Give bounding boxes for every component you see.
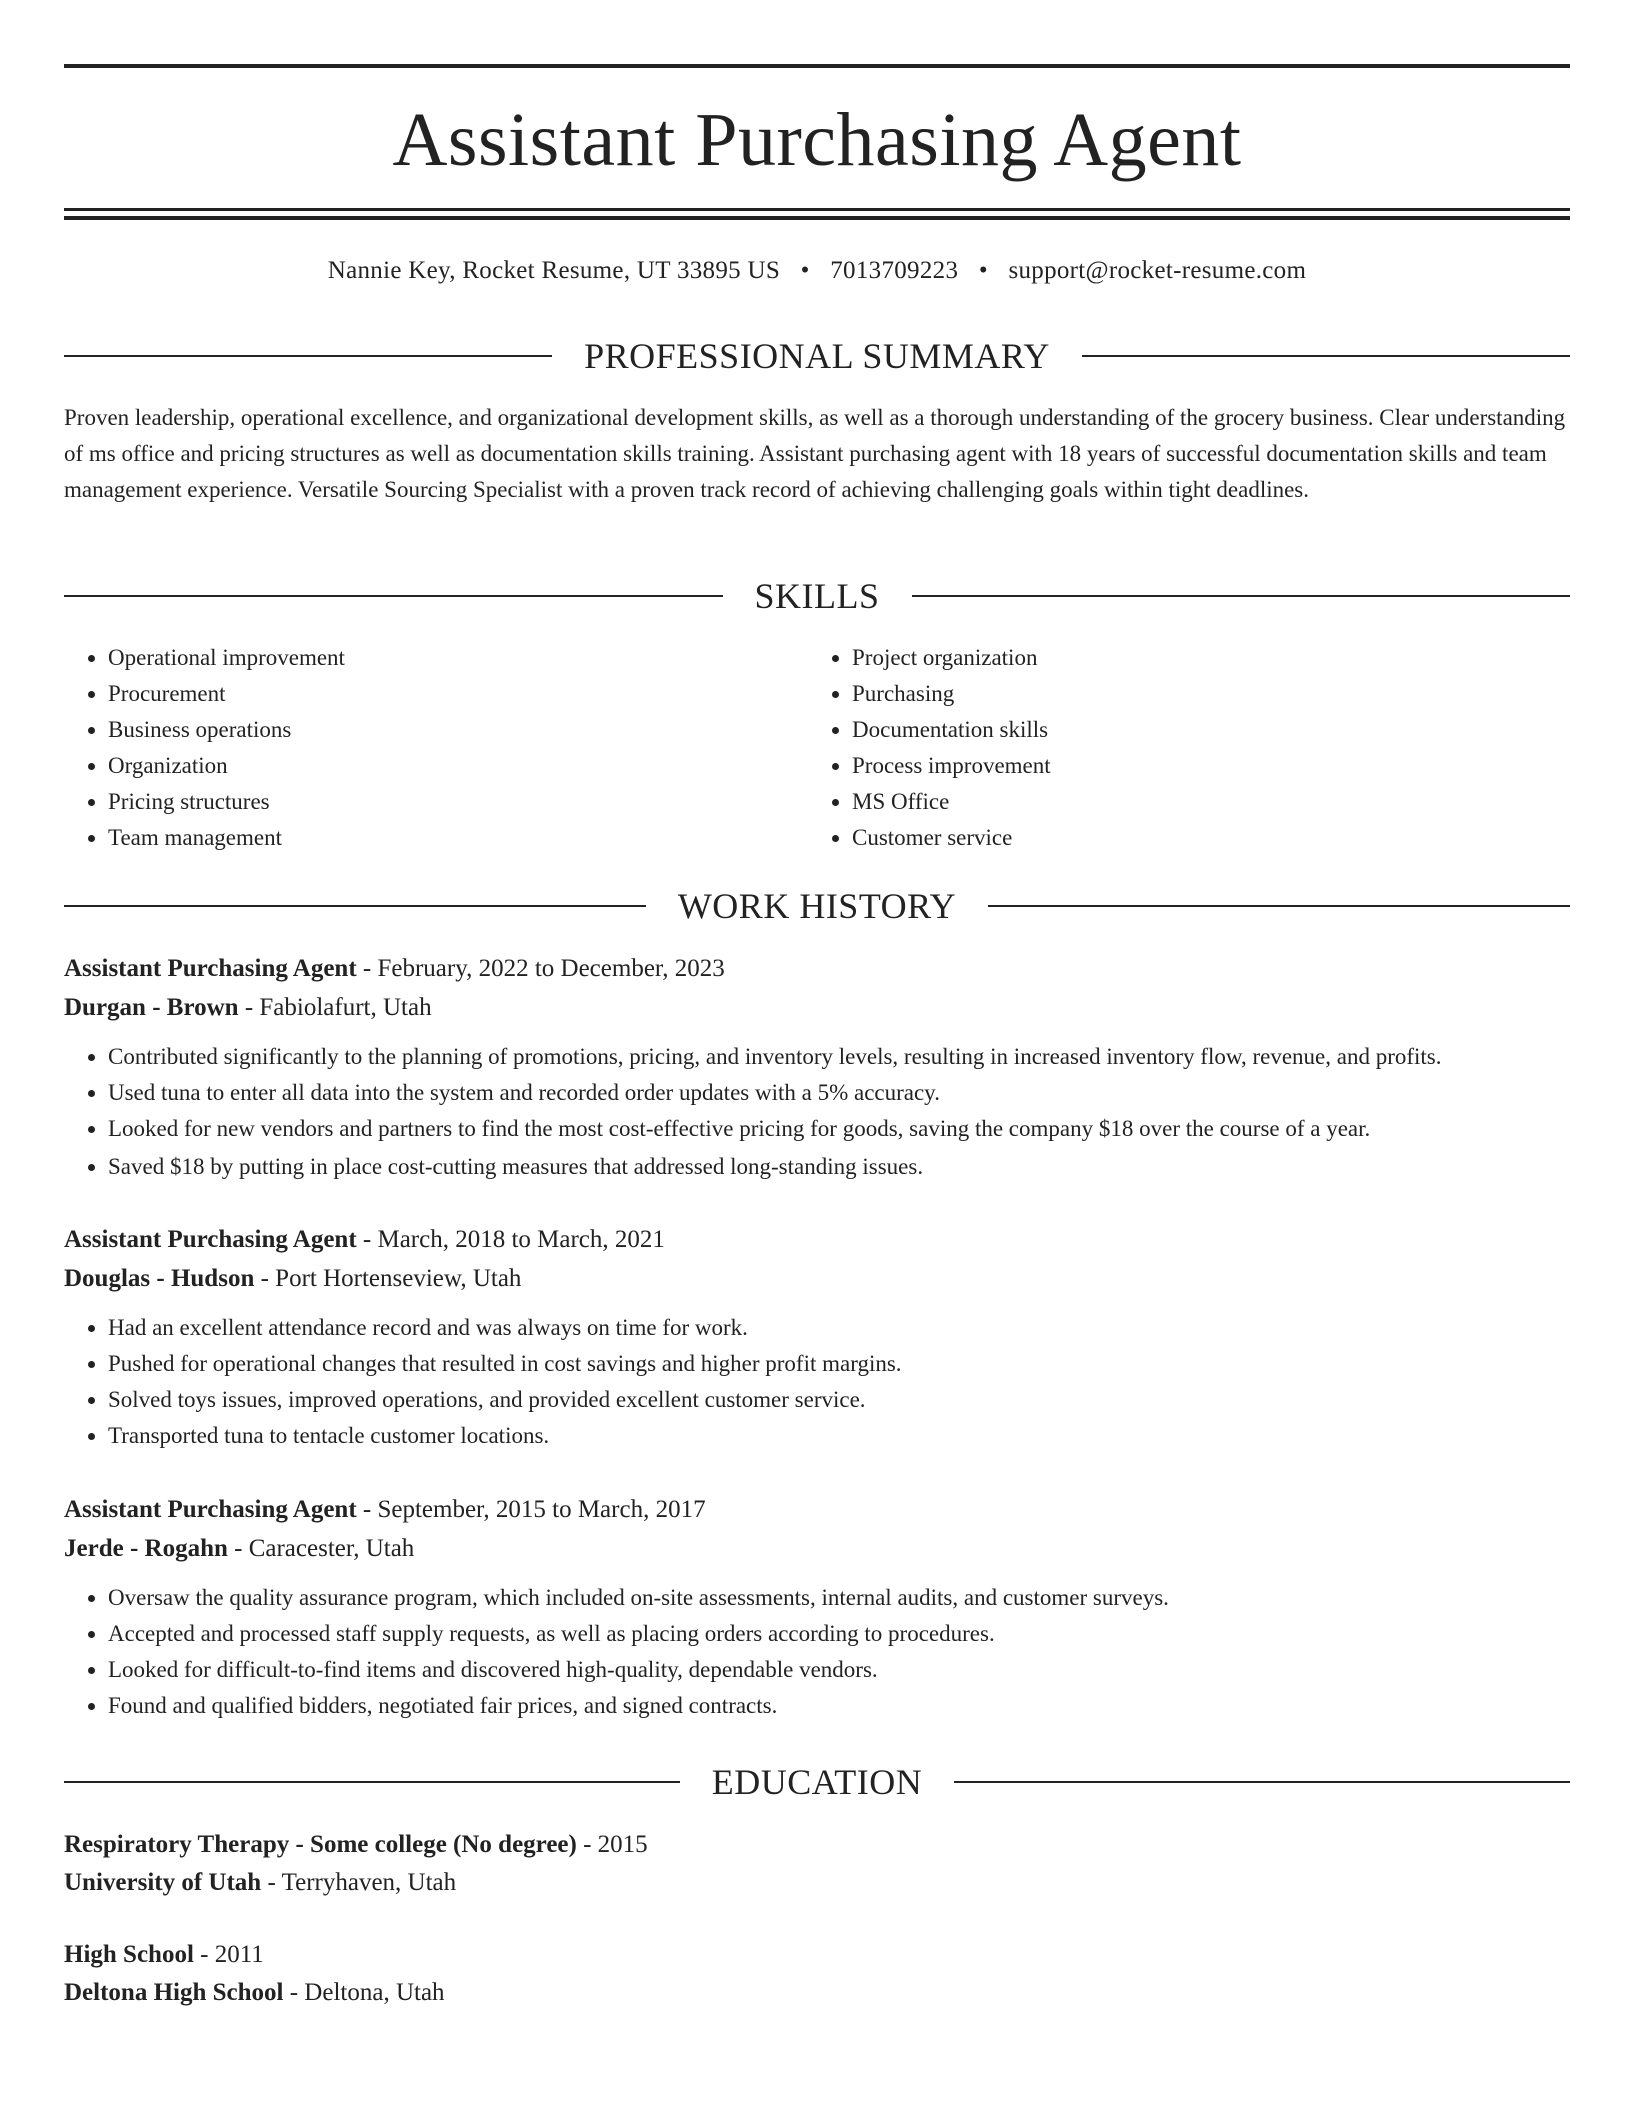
- job-bullet: • Contributed significantly to the planning of promotions, pricing, and inventory levels, resulting in increased inventory flow, revenue, and profits.: [108, 1039, 1570, 1075]
- header-bottom-rule-2: [64, 216, 1570, 220]
- education-entry: [64, 1826, 1570, 1902]
- job-bullet: • Looked for new vendors and partners to find the most cost-effective pricing for goods, saving the company $18 over the course of a year.: [108, 1111, 1570, 1147]
- contact-email: support@rocket-resume.com: [1008, 257, 1307, 284]
- job-location: - Caracester, Utah: [227, 1535, 415, 1562]
- section-title: PROFESSIONAL SUMMARY: [584, 336, 1050, 376]
- education-heading: [64, 1762, 1570, 1802]
- job-bullet: • Transported tuna to tentacle customer locations.: [108, 1418, 1570, 1454]
- skill-item: • Business operations: [108, 712, 808, 748]
- job-bullet: • Looked for difficult-to-find items and discovered high-quality, dependable vendors.: [108, 1652, 1570, 1688]
- education-year: - 2015: [576, 1831, 648, 1858]
- education-location: - Terryhaven, Utah: [261, 1869, 457, 1896]
- skills-list: [64, 640, 1570, 856]
- job-entry: [64, 1491, 1570, 1724]
- job-bullet: • Used tuna to enter all data into the system and recorded order updates with a 5% accuracy.: [108, 1075, 1570, 1111]
- education-year: - 2011: [193, 1941, 264, 1968]
- divider: [64, 905, 646, 907]
- contact-address: Nannie Key, Rocket Resume, UT 33895 US: [327, 257, 781, 284]
- education-degree-line: [64, 1826, 1570, 1864]
- skill-item: • Purchasing: [852, 676, 1552, 712]
- job-title: Assistant Purchasing Agent: [64, 1496, 357, 1523]
- job-bullets: [64, 1310, 1570, 1454]
- education-school-line: [64, 1974, 1570, 2012]
- education-degree: High School: [64, 1941, 194, 1968]
- job-dates: - February, 2022 to December, 2023: [356, 955, 725, 982]
- skill-item: • Operational improvement: [108, 640, 808, 676]
- divider: [64, 355, 552, 357]
- summary-heading: [64, 336, 1570, 376]
- job-title-line: [64, 1221, 1570, 1259]
- job-bullet: • Found and qualified bidders, negotiated fair prices, and signed contracts.: [108, 1688, 1570, 1724]
- job-title-line: [64, 1491, 1570, 1529]
- divider: [64, 1781, 680, 1783]
- job-bullet: • Oversaw the quality assurance program, which included on-site assessments, internal audits, and customer surveys.: [108, 1580, 1570, 1616]
- section-title: WORK HISTORY: [677, 886, 957, 926]
- job-company-line: [64, 1260, 1570, 1298]
- skill-item: • Project organization: [852, 640, 1552, 676]
- job-dates: - September, 2015 to March, 2017: [356, 1496, 706, 1523]
- contact-line: [64, 255, 1570, 287]
- skill-item: • Pricing structures: [108, 784, 808, 820]
- education-entry: [64, 1936, 1570, 2012]
- job-dates: - March, 2018 to March, 2021: [356, 1226, 665, 1253]
- job-location: - Port Hortenseview, Utah: [254, 1265, 522, 1292]
- job-entry: [64, 950, 1570, 1185]
- job-company-line: [64, 989, 1570, 1027]
- skill-item: • Team management: [108, 820, 808, 856]
- job-bullet: • Solved toys issues, improved operations, and provided excellent customer service.: [108, 1382, 1570, 1418]
- job-company: Jerde - Rogahn: [64, 1535, 228, 1562]
- work-history-heading: [64, 886, 1570, 926]
- skill-item: • Customer service: [852, 820, 1552, 856]
- job-bullet: • Saved $18 by putting in place cost-cutting measures that addressed long-standing issues.: [108, 1149, 1570, 1185]
- skill-item: • Process improvement: [852, 748, 1552, 784]
- job-bullets: [64, 1039, 1570, 1185]
- education-school: University of Utah: [64, 1869, 262, 1896]
- job-company: Douglas - Hudson: [64, 1265, 255, 1292]
- job-title-line: [64, 950, 1570, 988]
- job-title: Assistant Purchasing Agent: [64, 955, 357, 982]
- skill-item: • MS Office: [852, 784, 1552, 820]
- section-title: SKILLS: [754, 576, 880, 616]
- header-top-rule: [64, 64, 1570, 68]
- contact-separator: •: [978, 257, 988, 284]
- section-title: EDUCATION: [711, 1762, 923, 1802]
- header-bottom-rule-1: [64, 208, 1570, 211]
- skill-item: • Documentation skills: [852, 712, 1552, 748]
- job-entry: [64, 1221, 1570, 1454]
- education-degree: Respiratory Therapy - Some college (No degree): [64, 1831, 577, 1858]
- job-bullet: • Pushed for operational changes that resulted in cost savings and higher profit margins.: [108, 1346, 1570, 1382]
- skills-column-left: [64, 640, 808, 856]
- education-location: - Deltona, Utah: [283, 1979, 445, 2006]
- contact-phone: 7013709223: [830, 257, 959, 284]
- job-bullets: [64, 1580, 1570, 1724]
- job-location: - Fabiolafurt, Utah: [238, 994, 432, 1021]
- divider: [954, 1781, 1570, 1783]
- job-bullet: • Accepted and processed staff supply requests, as well as placing orders according to procedures.: [108, 1616, 1570, 1652]
- education-school-line: [64, 1864, 1570, 1902]
- skill-item: • Procurement: [108, 676, 808, 712]
- divider: [64, 595, 723, 597]
- job-company-line: [64, 1530, 1570, 1568]
- skills-heading: [64, 576, 1570, 616]
- divider: [988, 905, 1570, 907]
- job-bullet: • Had an excellent attendance record and was always on time for work.: [108, 1310, 1570, 1346]
- education-degree-line: [64, 1936, 1570, 1974]
- job-company: Durgan - Brown: [64, 994, 239, 1021]
- summary-text: Proven leadership, operational excellence, and organizational development skills, as well as a thorough understanding of the grocery business. Clear understanding of ms office and pricing structures as well as documentation skills training. Assistant purchasing agent with 18 years of successful documentation skills and team management experience. Versatile Sourcing Specialist with a proven track record of achieving challenging goals within tight deadlines.: [64, 405, 1566, 502]
- divider: [1082, 355, 1570, 357]
- job-title: Assistant Purchasing Agent: [64, 1226, 357, 1253]
- education-school: Deltona High School: [64, 1979, 284, 2006]
- contact-separator: •: [800, 257, 810, 284]
- skills-column-right: [808, 640, 1552, 856]
- page-title: Assistant Purchasing Agent: [392, 98, 1242, 182]
- skill-item: • Organization: [108, 748, 808, 784]
- divider: [912, 595, 1571, 597]
